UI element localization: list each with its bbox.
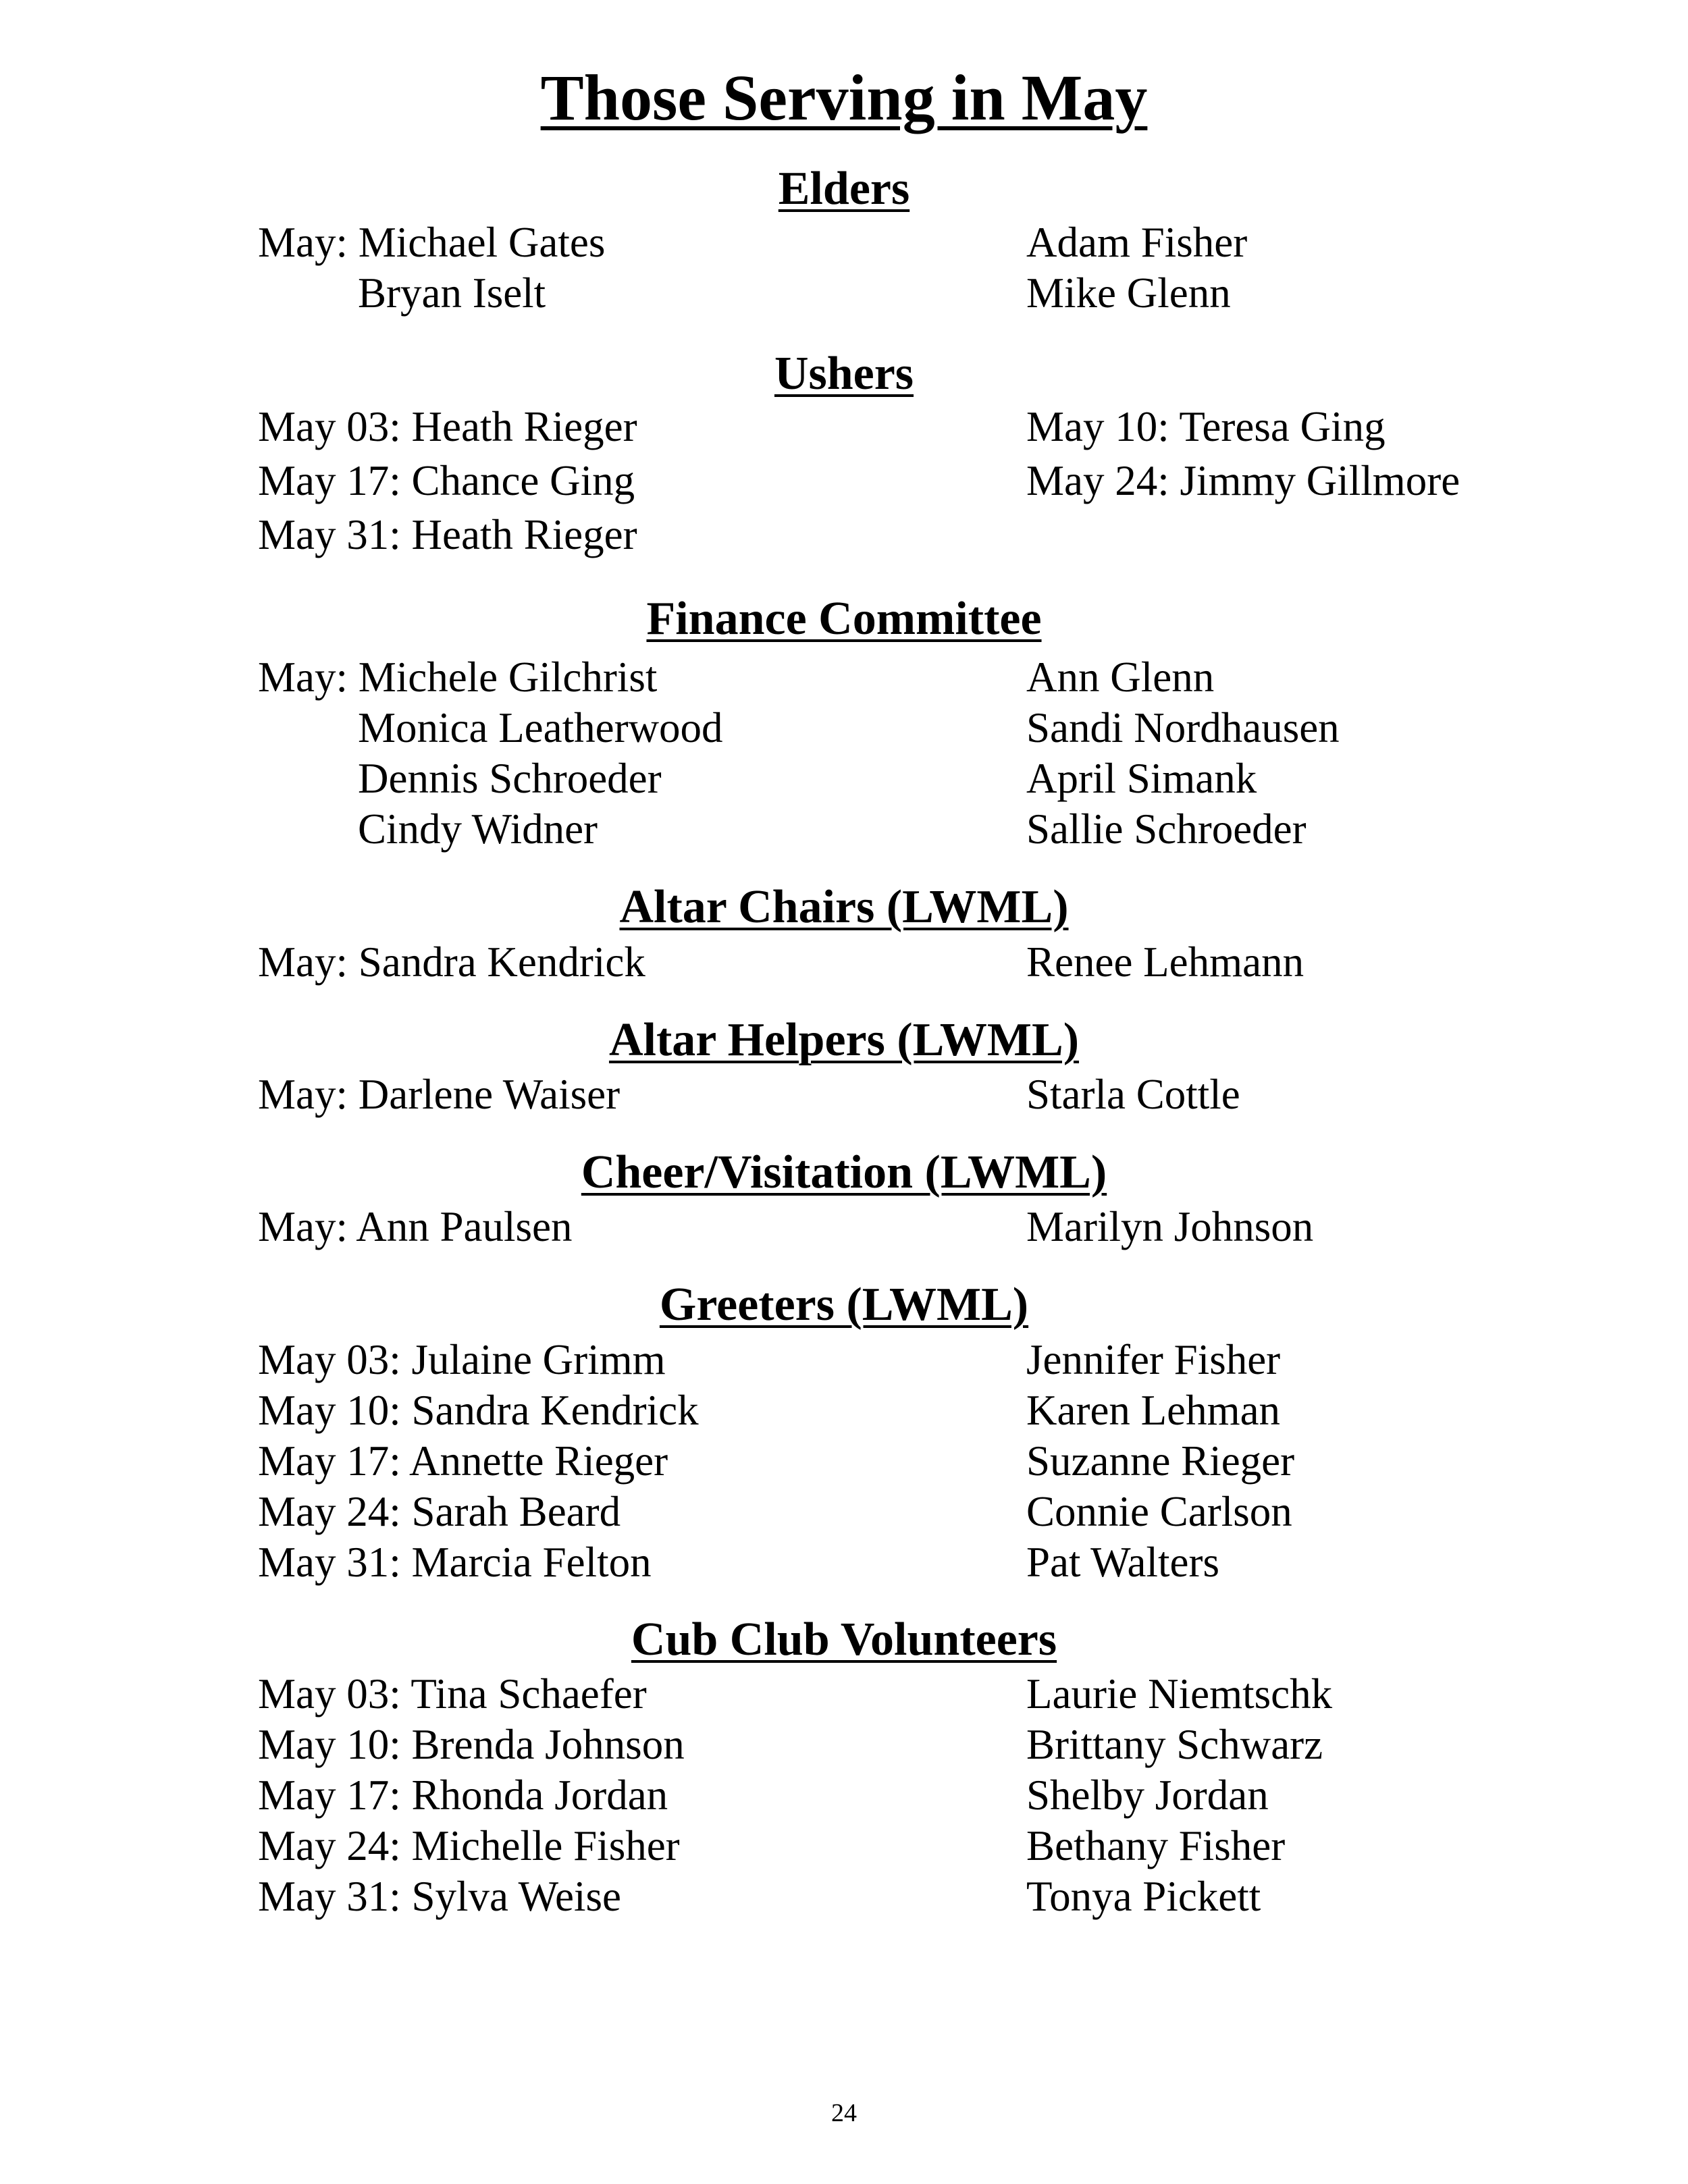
cub-club-row-5-left: May 31: Sylva Weise: [258, 1873, 621, 1920]
greeters-row-1-left: May 03: Julaine Grimm: [258, 1336, 666, 1383]
altar-chairs-row-1-left: May: Sandra Kendrick: [258, 938, 645, 986]
page-title: Those Serving in May: [540, 61, 1148, 134]
section-heading-cheer-visitation: Cheer/Visitation (LWML): [581, 1146, 1107, 1198]
cub-club-row-1-left: May 03: Tina Schaefer: [258, 1670, 647, 1717]
cub-club-row-1-right: Laurie Niemtschk: [1026, 1670, 1333, 1717]
finance-row-1-left: May: Michele Gilchrist: [258, 654, 658, 701]
section-heading-cub-club-volunteers: Cub Club Volunteers: [631, 1614, 1057, 1666]
finance-row-2-left: Monica Leatherwood: [358, 704, 723, 751]
altar-helpers-row-1-left: May: Darlene Waiser: [258, 1071, 621, 1118]
cub-club-row-3-left: May 17: Rhonda Jordan: [258, 1772, 668, 1819]
cheer-row-1-right: Marilyn Johnson: [1026, 1203, 1314, 1250]
cub-club-row-5-right: Tonya Pickett: [1026, 1873, 1261, 1920]
cub-club-row-4-left: May 24: Michelle Fisher: [258, 1822, 680, 1869]
cub-club-row-2-left: May 10: Brenda Johnson: [258, 1721, 685, 1768]
greeters-row-3-left: May 17: Annette Rieger: [258, 1437, 668, 1485]
elders-row-1-right: Adam Fisher: [1026, 219, 1248, 266]
altar-chairs-row-1-right: Renee Lehmann: [1026, 938, 1304, 986]
greeters-row-3-right: Suzanne Rieger: [1026, 1437, 1295, 1485]
altar-helpers-row-1-right: Starla Cottle: [1026, 1071, 1240, 1118]
ushers-row-2-left: May 17: Chance Ging: [258, 457, 635, 504]
finance-row-2-right: Sandi Nordhausen: [1026, 704, 1340, 751]
finance-row-1-right: Ann Glenn: [1026, 654, 1215, 701]
section-heading-greeters: Greeters (LWML): [659, 1279, 1029, 1331]
finance-row-3-left: Dennis Schroeder: [358, 755, 662, 802]
greeters-row-4-right: Connie Carlson: [1026, 1488, 1292, 1535]
elders-row-1-left: May: Michael Gates: [258, 219, 606, 266]
greeters-row-1-right: Jennifer Fisher: [1026, 1336, 1281, 1383]
greeters-row-4-left: May 24: Sarah Beard: [258, 1488, 621, 1535]
ushers-row-1-left: May 03: Heath Rieger: [258, 403, 637, 450]
greeters-row-2-right: Karen Lehman: [1026, 1387, 1281, 1434]
greeters-row-5-right: Pat Walters: [1026, 1539, 1219, 1586]
cub-club-row-3-right: Shelby Jordan: [1026, 1772, 1269, 1819]
section-heading-ushers: Ushers: [774, 348, 914, 400]
cub-club-row-4-right: Bethany Fisher: [1026, 1822, 1286, 1869]
elders-row-2-right: Mike Glenn: [1026, 269, 1231, 317]
finance-row-4-right: Sallie Schroeder: [1026, 805, 1307, 853]
section-heading-altar-helpers: Altar Helpers (LWML): [608, 1014, 1080, 1066]
ushers-row-3-left: May 31: Heath Rieger: [258, 511, 637, 558]
section-heading-altar-chairs: Altar Chairs (LWML): [619, 881, 1069, 933]
section-heading-elders: Elders: [778, 163, 910, 215]
elders-row-2-left: Bryan Iselt: [358, 269, 546, 317]
page-number: 24: [831, 2099, 857, 2127]
section-heading-finance-committee: Finance Committee: [646, 593, 1042, 645]
finance-row-4-left: Cindy Widner: [358, 805, 598, 853]
finance-row-3-right: April Simank: [1026, 755, 1257, 802]
greeters-row-5-left: May 31: Marcia Felton: [258, 1539, 652, 1586]
ushers-row-1-right: May 10: Teresa Ging: [1026, 403, 1386, 450]
cub-club-row-2-right: Brittany Schwarz: [1026, 1721, 1323, 1768]
greeters-row-2-left: May 10: Sandra Kendrick: [258, 1387, 699, 1434]
ushers-row-2-right: May 24: Jimmy Gillmore: [1026, 457, 1460, 504]
cheer-row-1-left: May: Ann Paulsen: [258, 1203, 573, 1250]
